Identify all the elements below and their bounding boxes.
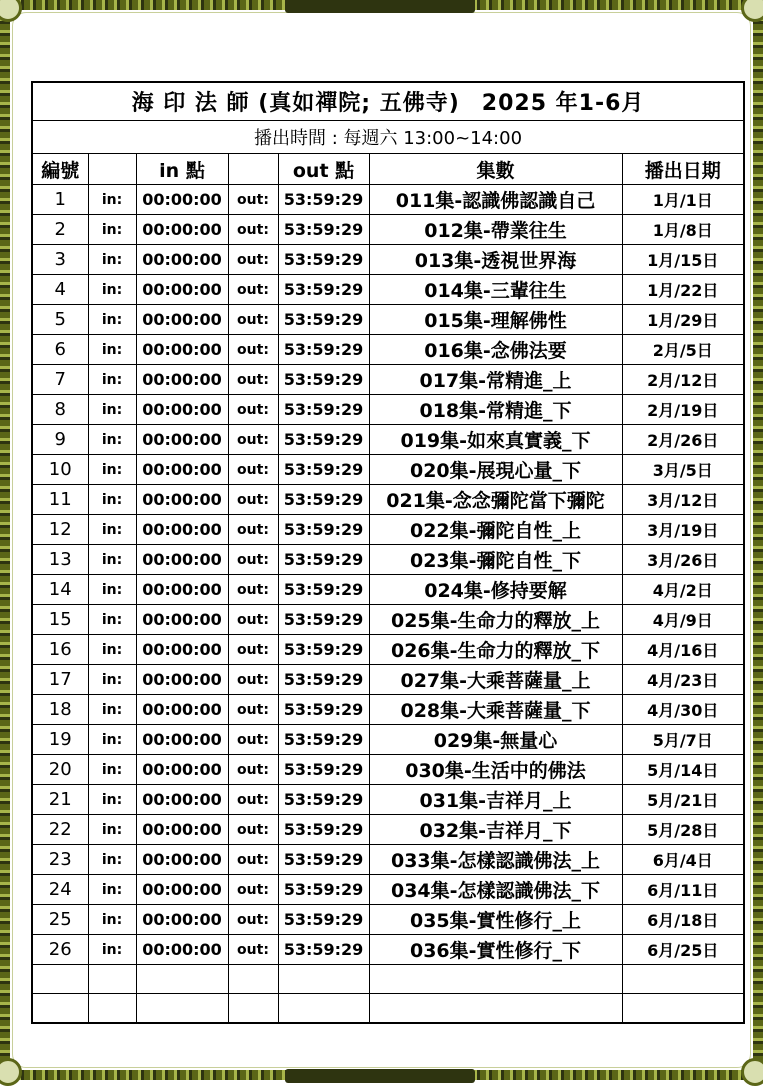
frame-left-border [0, 0, 10, 1080]
episode-title: 027集-大乘菩薩量_上 [369, 665, 622, 695]
empty-cell [88, 994, 136, 1024]
out-timecode: 53:59:29 [278, 245, 369, 275]
out-timecode: 53:59:29 [278, 485, 369, 515]
out-label: out: [228, 545, 278, 575]
empty-cell [228, 965, 278, 994]
episode-title: 025集-生命力的釋放_上 [369, 605, 622, 635]
row-number: 18 [32, 695, 88, 725]
in-label: in: [88, 575, 136, 605]
out-label: out: [228, 905, 278, 935]
table-row [32, 425, 744, 455]
in-timecode: 00:00:00 [136, 755, 228, 785]
table-row [32, 485, 744, 515]
in-timecode: 00:00:00 [136, 455, 228, 485]
row-number: 11 [32, 485, 88, 515]
episode-title: 028集-大乘菩薩量_下 [369, 695, 622, 725]
air-date: 1月/1日 [622, 185, 744, 215]
in-label: in: [88, 635, 136, 665]
air-date: 5月/28日 [622, 815, 744, 845]
in-label: in: [88, 275, 136, 305]
out-timecode: 53:59:29 [278, 815, 369, 845]
air-date: 4月/30日 [622, 695, 744, 725]
episode-title: 024集-修持要解 [369, 575, 622, 605]
out-label: out: [228, 845, 278, 875]
empty-cell [278, 965, 369, 994]
episode-title: 035集-實性修行_上 [369, 905, 622, 935]
out-timecode: 53:59:29 [278, 275, 369, 305]
out-label: out: [228, 875, 278, 905]
table-row [32, 395, 744, 425]
in-timecode: 00:00:00 [136, 575, 228, 605]
in-timecode: 00:00:00 [136, 635, 228, 665]
in-label: in: [88, 215, 136, 245]
row-number: 6 [32, 335, 88, 365]
in-timecode: 00:00:00 [136, 515, 228, 545]
episode-title: 022集-彌陀自性_上 [369, 515, 622, 545]
episode-title: 021集-念念彌陀當下彌陀 [369, 485, 622, 515]
out-label: out: [228, 515, 278, 545]
table-row [32, 665, 744, 695]
empty-cell [32, 965, 88, 994]
episode-title: 012集-帶業往生 [369, 215, 622, 245]
period-text: 2025 年1-6月 [481, 91, 645, 116]
table-row [32, 905, 744, 935]
out-timecode: 53:59:29 [278, 575, 369, 605]
in-timecode: 00:00:00 [136, 845, 228, 875]
empty-cell [136, 994, 228, 1024]
table-row [32, 215, 744, 245]
out-timecode: 53:59:29 [278, 935, 369, 965]
empty-cell [32, 994, 88, 1024]
episode-title: 018集-常精進_下 [369, 395, 622, 425]
in-timecode: 00:00:00 [136, 485, 228, 515]
table-row [32, 275, 744, 305]
table-row [32, 605, 744, 635]
empty-cell [278, 994, 369, 1024]
table-row [32, 725, 744, 755]
in-timecode: 00:00:00 [136, 905, 228, 935]
table-row [32, 875, 744, 905]
empty-row [32, 965, 744, 994]
table-row [32, 815, 744, 845]
in-label: in: [88, 395, 136, 425]
episode-title: 015集-理解佛性 [369, 305, 622, 335]
in-label: in: [88, 815, 136, 845]
in-timecode: 00:00:00 [136, 305, 228, 335]
empty-cell [228, 994, 278, 1024]
header-number: 編號 [32, 154, 88, 185]
in-timecode: 00:00:00 [136, 785, 228, 815]
in-timecode: 00:00:00 [136, 365, 228, 395]
row-number: 8 [32, 395, 88, 425]
episode-title: 019集-如來真實義_下 [369, 425, 622, 455]
row-number: 25 [32, 905, 88, 935]
table-row [32, 545, 744, 575]
header-episode: 集數 [369, 154, 622, 185]
in-label: in: [88, 245, 136, 275]
air-date: 2月/19日 [622, 395, 744, 425]
row-number: 9 [32, 425, 88, 455]
air-date: 1月/8日 [622, 215, 744, 245]
empty-cell [136, 965, 228, 994]
empty-cell [88, 965, 136, 994]
row-number: 10 [32, 455, 88, 485]
air-date: 5月/14日 [622, 755, 744, 785]
table-row [32, 755, 744, 785]
empty-cell [369, 965, 622, 994]
in-timecode: 00:00:00 [136, 545, 228, 575]
row-number: 24 [32, 875, 88, 905]
out-timecode: 53:59:29 [278, 545, 369, 575]
in-label: in: [88, 845, 136, 875]
out-label: out: [228, 695, 278, 725]
empty-cell [622, 994, 744, 1024]
row-number: 3 [32, 245, 88, 275]
episode-title: 030集-生活中的佛法 [369, 755, 622, 785]
out-label: out: [228, 425, 278, 455]
out-timecode: 53:59:29 [278, 755, 369, 785]
in-timecode: 00:00:00 [136, 395, 228, 425]
out-label: out: [228, 185, 278, 215]
row-number: 17 [32, 665, 88, 695]
episode-title: 029集-無量心 [369, 725, 622, 755]
in-timecode: 00:00:00 [136, 665, 228, 695]
out-timecode: 53:59:29 [278, 365, 369, 395]
row-number: 19 [32, 725, 88, 755]
out-label: out: [228, 755, 278, 785]
out-label: out: [228, 935, 278, 965]
out-label: out: [228, 605, 278, 635]
row-number: 21 [32, 785, 88, 815]
episode-title: 031集-吉祥月_上 [369, 785, 622, 815]
out-timecode: 53:59:29 [278, 305, 369, 335]
table-row [32, 245, 744, 275]
title-row [32, 82, 744, 121]
in-timecode: 00:00:00 [136, 695, 228, 725]
in-label: in: [88, 455, 136, 485]
air-date: 1月/22日 [622, 275, 744, 305]
header-out-point: out 點 [278, 154, 369, 185]
episode-title: 011集-認識佛認識自己 [369, 185, 622, 215]
frame-right-border [753, 0, 763, 1080]
air-date: 6月/11日 [622, 875, 744, 905]
air-date: 2月/5日 [622, 335, 744, 365]
row-number: 12 [32, 515, 88, 545]
out-timecode: 53:59:29 [278, 905, 369, 935]
episode-title: 017集-常精進_上 [369, 365, 622, 395]
in-timecode: 00:00:00 [136, 425, 228, 455]
air-date: 6月/4日 [622, 845, 744, 875]
episode-title: 032集-吉祥月_下 [369, 815, 622, 845]
document-title [32, 82, 744, 121]
out-label: out: [228, 665, 278, 695]
air-date: 5月/7日 [622, 725, 744, 755]
row-number: 26 [32, 935, 88, 965]
out-label: out: [228, 725, 278, 755]
air-date: 6月/25日 [622, 935, 744, 965]
table-row [32, 695, 744, 725]
episode-title: 036集-實性修行_下 [369, 935, 622, 965]
table-row [32, 515, 744, 545]
in-timecode: 00:00:00 [136, 185, 228, 215]
table-row [32, 455, 744, 485]
air-date: 1月/29日 [622, 305, 744, 335]
out-timecode: 53:59:29 [278, 725, 369, 755]
out-timecode: 53:59:29 [278, 215, 369, 245]
row-number: 13 [32, 545, 88, 575]
in-timecode: 00:00:00 [136, 875, 228, 905]
out-label: out: [228, 275, 278, 305]
air-date: 3月/5日 [622, 455, 744, 485]
table-row [32, 635, 744, 665]
in-label: in: [88, 485, 136, 515]
in-label: in: [88, 185, 136, 215]
air-date: 2月/26日 [622, 425, 744, 455]
air-date: 4月/2日 [622, 575, 744, 605]
table-row [32, 845, 744, 875]
broadcast-time: 播出時間 : 每週六 13:00~14:00 [32, 121, 744, 154]
in-label: in: [88, 515, 136, 545]
in-label: in: [88, 605, 136, 635]
in-label: in: [88, 905, 136, 935]
corner-ornament-icon [741, 1058, 763, 1086]
out-label: out: [228, 575, 278, 605]
out-timecode: 53:59:29 [278, 635, 369, 665]
header-blank [228, 154, 278, 185]
out-timecode: 53:59:29 [278, 335, 369, 365]
out-timecode: 53:59:29 [278, 425, 369, 455]
episode-title: 014集-三輩往生 [369, 275, 622, 305]
out-timecode: 53:59:29 [278, 605, 369, 635]
in-timecode: 00:00:00 [136, 245, 228, 275]
episode-title: 026集-生命力的釋放_下 [369, 635, 622, 665]
out-timecode: 53:59:29 [278, 785, 369, 815]
header-air-date: 播出日期 [622, 154, 744, 185]
out-label: out: [228, 305, 278, 335]
out-timecode: 53:59:29 [278, 515, 369, 545]
in-label: in: [88, 875, 136, 905]
out-label: out: [228, 815, 278, 845]
out-timecode: 53:59:29 [278, 875, 369, 905]
row-number: 20 [32, 755, 88, 785]
in-timecode: 00:00:00 [136, 275, 228, 305]
air-date: 4月/9日 [622, 605, 744, 635]
out-timecode: 53:59:29 [278, 185, 369, 215]
episode-title: 023集-彌陀自性_下 [369, 545, 622, 575]
in-label: in: [88, 695, 136, 725]
broadcast-schedule-table [31, 81, 745, 1024]
in-timecode: 00:00:00 [136, 335, 228, 365]
out-timecode: 53:59:29 [278, 665, 369, 695]
out-label: out: [228, 485, 278, 515]
table-row [32, 185, 744, 215]
table-row [32, 365, 744, 395]
air-date: 2月/12日 [622, 365, 744, 395]
out-label: out: [228, 785, 278, 815]
in-label: in: [88, 935, 136, 965]
table-row [32, 305, 744, 335]
episode-title: 013集-透視世界海 [369, 245, 622, 275]
in-timecode: 00:00:00 [136, 815, 228, 845]
in-timecode: 00:00:00 [136, 215, 228, 245]
title-text: 海 印 法 師 (真如禪院; 五佛寺) [131, 91, 460, 116]
row-number: 1 [32, 185, 88, 215]
row-number: 23 [32, 845, 88, 875]
in-timecode: 00:00:00 [136, 605, 228, 635]
header-blank [88, 154, 136, 185]
air-date: 3月/26日 [622, 545, 744, 575]
out-timecode: 53:59:29 [278, 845, 369, 875]
air-date: 1月/15日 [622, 245, 744, 275]
episode-title: 034集-怎樣認識佛法_下 [369, 875, 622, 905]
in-label: in: [88, 425, 136, 455]
episode-title: 033集-怎樣認識佛法_上 [369, 845, 622, 875]
out-timecode: 53:59:29 [278, 455, 369, 485]
table-row [32, 575, 744, 605]
corner-ornament-icon [0, 1058, 22, 1086]
out-label: out: [228, 245, 278, 275]
in-label: in: [88, 755, 136, 785]
empty-cell [369, 994, 622, 1024]
out-timecode: 53:59:29 [278, 695, 369, 725]
air-date: 3月/12日 [622, 485, 744, 515]
air-date: 3月/19日 [622, 515, 744, 545]
in-timecode: 00:00:00 [136, 935, 228, 965]
frame-top-ornament [285, 0, 475, 13]
in-label: in: [88, 305, 136, 335]
row-number: 14 [32, 575, 88, 605]
in-label: in: [88, 665, 136, 695]
header-in-point: in 點 [136, 154, 228, 185]
out-label: out: [228, 365, 278, 395]
out-label: out: [228, 455, 278, 485]
in-timecode: 00:00:00 [136, 725, 228, 755]
in-label: in: [88, 335, 136, 365]
table-row [32, 785, 744, 815]
in-label: in: [88, 785, 136, 815]
air-date: 4月/23日 [622, 665, 744, 695]
episode-title: 020集-展現心量_下 [369, 455, 622, 485]
out-label: out: [228, 395, 278, 425]
out-label: out: [228, 635, 278, 665]
header-row [32, 154, 744, 185]
row-number: 7 [32, 365, 88, 395]
empty-cell [622, 965, 744, 994]
out-timecode: 53:59:29 [278, 395, 369, 425]
row-number: 15 [32, 605, 88, 635]
row-number: 16 [32, 635, 88, 665]
row-number: 4 [32, 275, 88, 305]
row-number: 5 [32, 305, 88, 335]
in-label: in: [88, 725, 136, 755]
table-row [32, 935, 744, 965]
table-row [32, 335, 744, 365]
out-label: out: [228, 335, 278, 365]
in-label: in: [88, 545, 136, 575]
air-date: 5月/21日 [622, 785, 744, 815]
episode-title: 016集-念佛法要 [369, 335, 622, 365]
in-label: in: [88, 365, 136, 395]
out-label: out: [228, 215, 278, 245]
frame-bottom-ornament [285, 1069, 475, 1083]
empty-row [32, 994, 744, 1024]
subtitle-row [32, 121, 744, 154]
row-number: 22 [32, 815, 88, 845]
row-number: 2 [32, 215, 88, 245]
air-date: 6月/18日 [622, 905, 744, 935]
air-date: 4月/16日 [622, 635, 744, 665]
